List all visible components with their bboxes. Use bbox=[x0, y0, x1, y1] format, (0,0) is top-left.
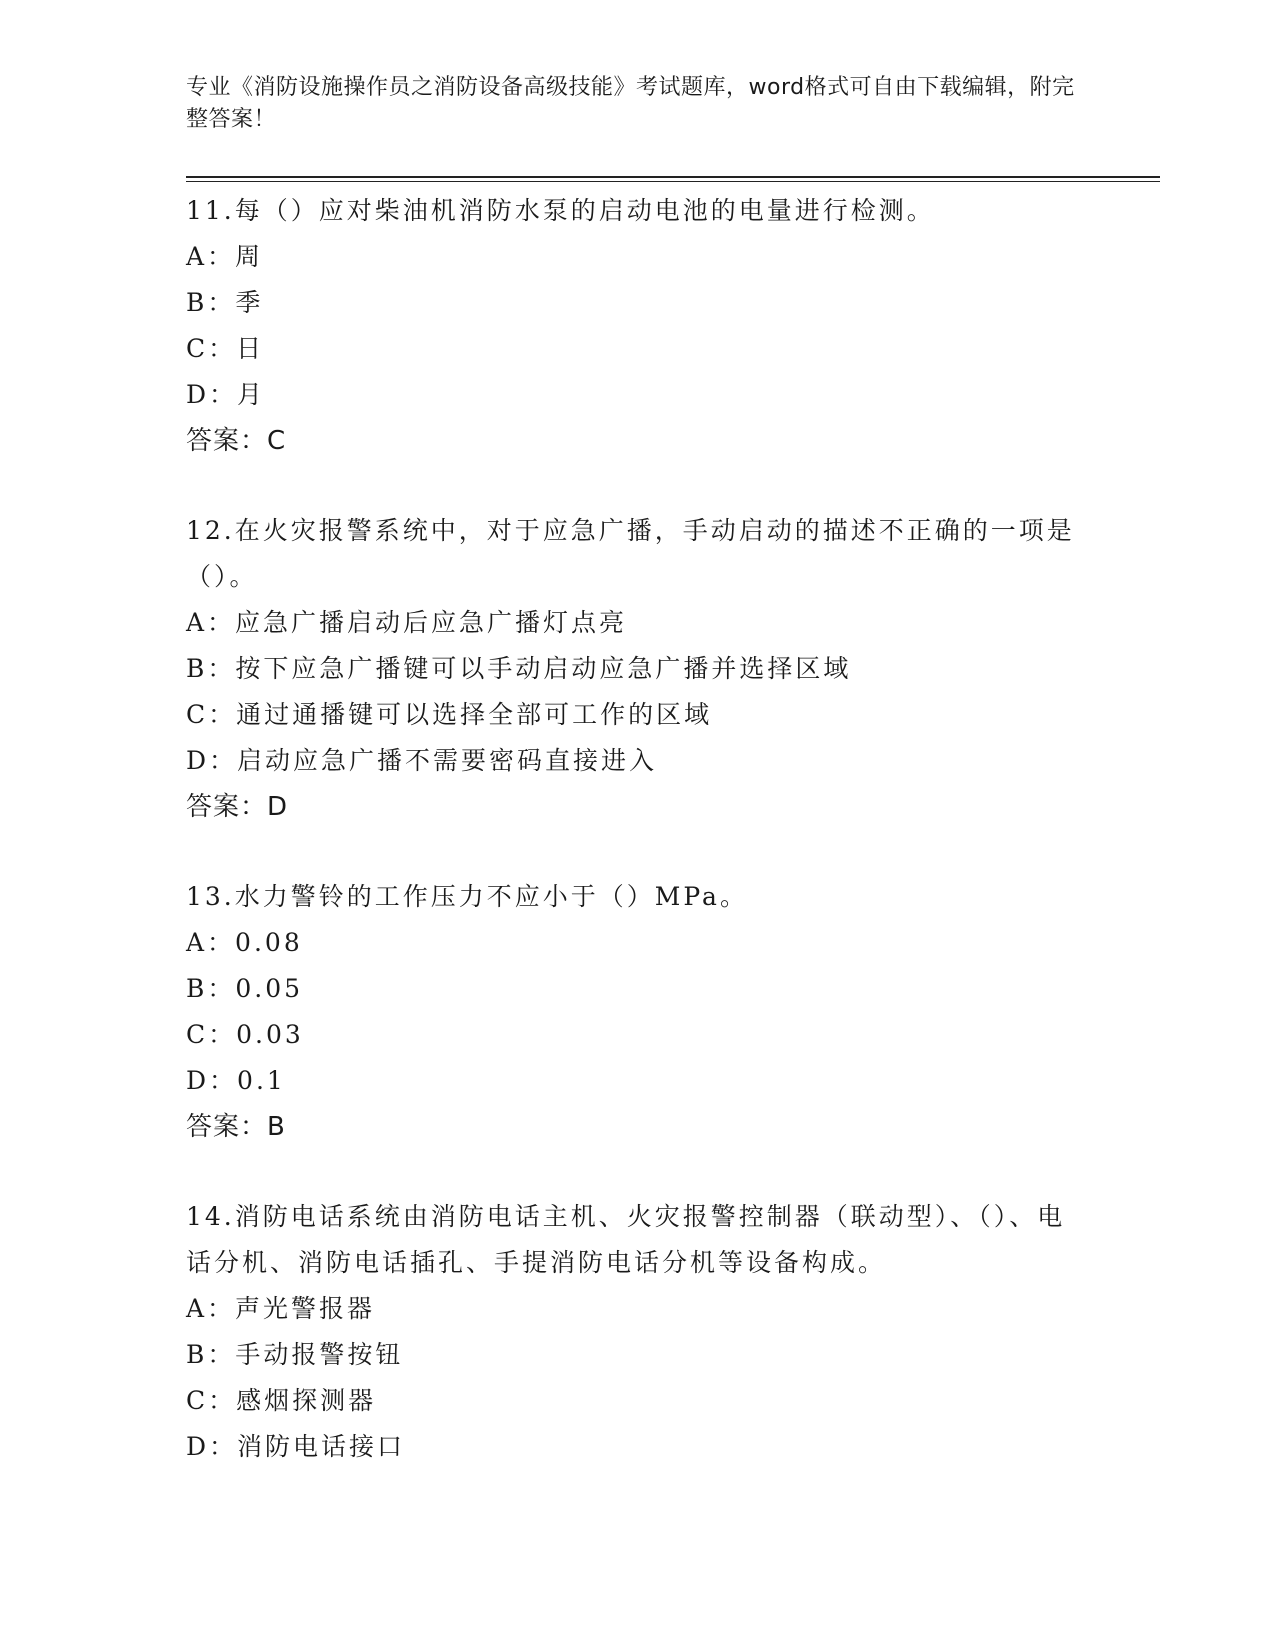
option-c: C：0.03 bbox=[186, 1020, 304, 1049]
option-d: D：消防电话接口 bbox=[186, 1432, 406, 1461]
option-c: C：日 bbox=[186, 334, 265, 363]
option-b: B：手动报警按钮 bbox=[186, 1340, 404, 1369]
question-11 bbox=[186, 188, 1166, 464]
option-b: B：0.05 bbox=[186, 974, 304, 1003]
question-text: 12.在火灾报警系统中，对于应急广播，手动启动的描述不正确的一项是（）。 bbox=[186, 516, 1075, 591]
document-page bbox=[186, 72, 1166, 1514]
question-text: 11.每（）应对柴油机消防水泵的启动电池的电量进行检测。 bbox=[186, 196, 935, 225]
option-a: A：应急广播启动后应急广播灯点亮 bbox=[186, 608, 628, 637]
option-a: A：声光警报器 bbox=[186, 1294, 376, 1323]
option-d: D：月 bbox=[186, 380, 266, 409]
question-13 bbox=[186, 874, 1166, 1150]
option-c: C：感烟探测器 bbox=[186, 1386, 377, 1415]
answer: 答案：D bbox=[186, 792, 289, 822]
option-a: A：周 bbox=[186, 242, 264, 271]
divider-line-thick bbox=[186, 176, 1160, 178]
document-header: 专业《消防设施操作员之消防设备高级技能》考试题库，word格式可自由下载编辑，附完整答案！ bbox=[186, 75, 1075, 132]
answer: 答案：B bbox=[186, 1112, 286, 1142]
option-d: D：0.1 bbox=[186, 1066, 286, 1095]
option-b: B：季 bbox=[186, 288, 264, 317]
question-12 bbox=[186, 508, 1166, 830]
header-divider bbox=[186, 176, 1160, 182]
divider-line-thin bbox=[186, 181, 1160, 182]
option-b: B：按下应急广播键可以手动启动应急广播并选择区域 bbox=[186, 654, 852, 683]
question-14 bbox=[186, 1194, 1166, 1470]
question-text: 14.消防电话系统由消防电话主机、火灾报警控制器（联动型）、（）、电话分机、消防电话插孔、手提消防电话分机等设备构成。 bbox=[186, 1202, 1066, 1277]
option-d: D：启动应急广播不需要密码直接进入 bbox=[186, 746, 658, 775]
option-a: A：0.08 bbox=[186, 928, 303, 957]
option-c: C：通过通播键可以选择全部可工作的区域 bbox=[186, 700, 713, 729]
question-text: 13.水力警铃的工作压力不应小于（）MPa。 bbox=[186, 882, 748, 911]
answer: 答案：C bbox=[186, 426, 287, 456]
question-list bbox=[186, 188, 1166, 1470]
